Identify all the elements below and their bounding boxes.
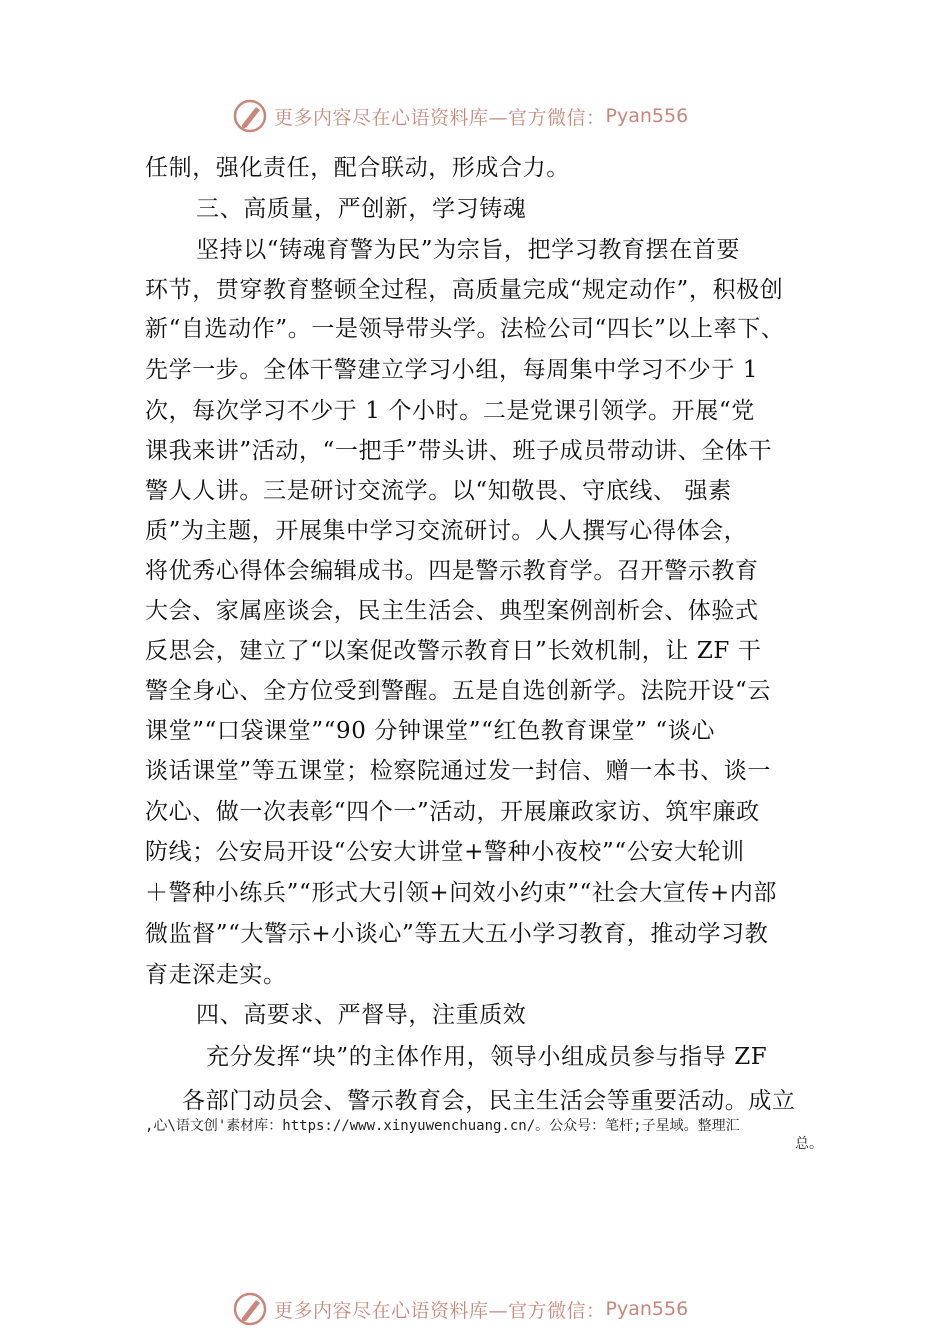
section-heading: 三、高质量，严创新，学习铸魂	[196, 196, 527, 222]
body-line: 新“自选动作”。一是领导带头学。法检公司“四长”以上率下、	[145, 316, 785, 342]
body-line: ＋警种小练兵”“形式大引领+问效小约束”“社会大宣传+内部	[145, 880, 777, 906]
body-line: 育走深走实。	[145, 962, 287, 988]
section-heading: 四、高要求、严督导，注重质效	[196, 1002, 527, 1028]
body-line: 反思会，建立了“以案促改警示教育日”长效机制，让 ZF 干	[145, 638, 762, 664]
footer-banner-text: 更多内容尽在心语资料库—官方微信：	[274, 1299, 606, 1322]
body-line: 课堂”“口袋课堂”“90 分钟课堂”“红色教育课堂” “谈心	[145, 718, 715, 744]
body-line: 警全身心、全方位受到警醒。五是自选创新学。法院开设“云	[145, 678, 771, 704]
body-line: 任制，强化责任，配合联动，形成合力。	[145, 155, 570, 181]
body-line: 谈话课堂”等五课堂；检察院通过发一封信、赠一本书、谈一	[145, 758, 771, 784]
body-line: 各部门动员会、警示教育会，民主生活会等重要活动。成立	[182, 1088, 796, 1114]
body-line: 坚持以“铸魂育警为民”为宗旨，把学习教育摆在首要	[196, 237, 740, 263]
pen-seal-logo-icon	[232, 1291, 268, 1327]
body-line: 警人人讲。三是研讨交流学。以“知敬畏、守底线、 强素	[145, 478, 732, 504]
body-line: 防线；公安局开设“公安大讲堂+警种小夜校”“公安大轮训	[145, 839, 745, 865]
body-line: 质”为主题，开展集中学习交流研讨。人人撰写心得体会，	[145, 518, 748, 544]
source-footnote	[145, 1117, 835, 1153]
header-banner-text: 更多内容尽在心语资料库—官方微信：	[274, 106, 606, 129]
header-banner	[232, 96, 688, 136]
footer-banner	[232, 1289, 688, 1329]
pen-seal-logo-icon	[232, 98, 268, 134]
body-line: 将优秀心得体会编辑成书。四是警示教育学。召开警示教育	[145, 558, 759, 584]
footer-wechat-id: Pyan556	[605, 1298, 689, 1320]
body-line: 次心、做一次表彰“四个一”活动，开展廉政家访、筑牢廉政	[145, 799, 760, 825]
body-line: 次，每次学习不少于 1 个小时。二是党课引领学。开展“党	[145, 398, 755, 424]
body-line: 充分发挥“块”的主体作用，领导小组成员参与指导 ZF	[206, 1044, 768, 1070]
header-wechat-id: Pyan556	[605, 105, 689, 127]
body-line: 环节，贯穿教育整顿全过程，高质量完成“规定动作”，积极创	[145, 277, 784, 303]
body-line: 大会、家属座谈会，民主生活会、典型案例剖析会、体验式	[145, 598, 759, 624]
body-line: 先学一步。全体干警建立学习小组，每周集中学习不少于 1	[145, 357, 759, 383]
footnote-line: 总。	[795, 1136, 823, 1152]
footnote-line: ,心\语文创'素材库：https://www.xinyuwenchuang.cn/。公众号：笔杆;子星域。整理汇	[145, 1118, 740, 1134]
body-line: 课我来讲”活动，“一把手”带头讲、班子成员带动讲、全体干	[145, 438, 773, 464]
body-line: 微监督”“大警示+小谈心”等五大五小学习教育，推动学习教	[145, 921, 769, 947]
